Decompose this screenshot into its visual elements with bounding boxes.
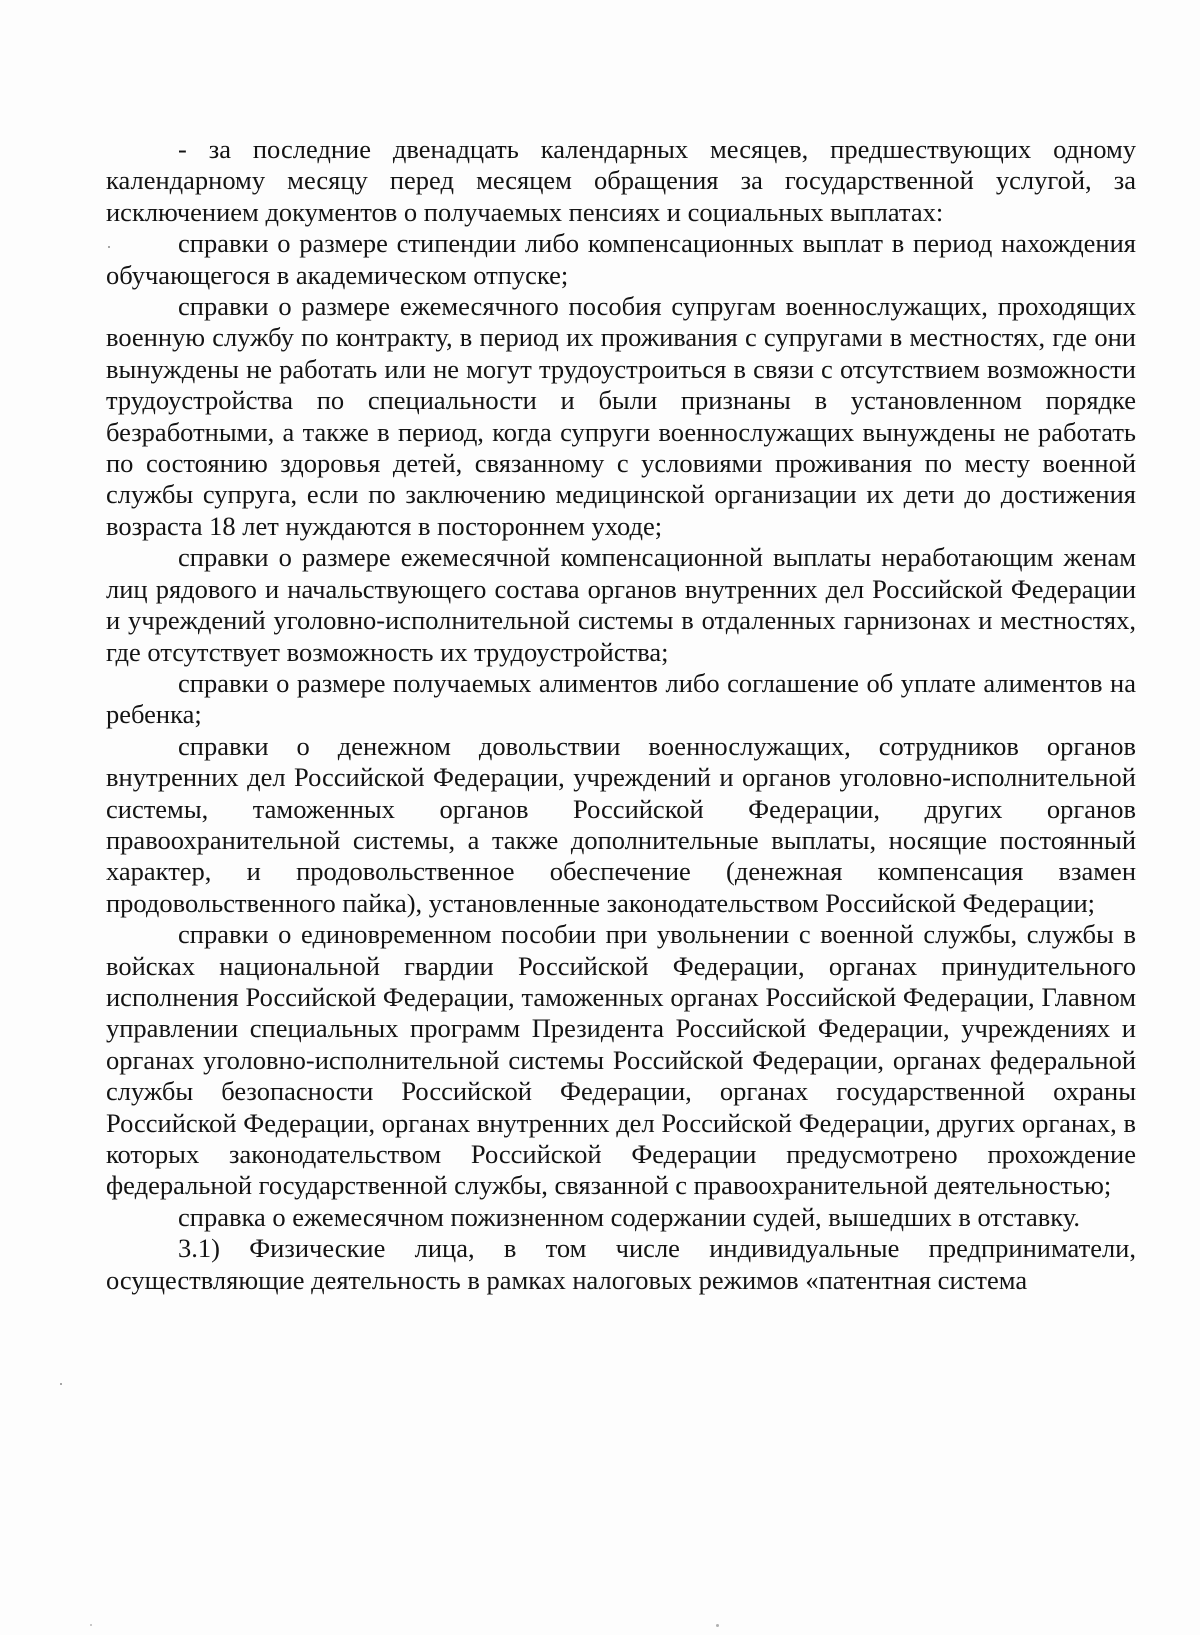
paragraph-alimony-certificate: справки о размере получаемых алиментов либо соглашение об уплате алиментов на ребенка;	[106, 667, 1136, 730]
paragraph-judges-maintenance-certificate: справка о ежемесячном пожизненном содержании судей, вышедших в отставку.	[178, 1201, 1080, 1232]
scan-speck	[716, 1624, 719, 1627]
paragraph-stipend-certificate: справки о размере стипендии либо компенсационных выплат в период нахождения обучающегося в академическом отпуске;	[106, 228, 1136, 290]
scan-speck	[108, 246, 110, 248]
document-body	[106, 134, 1136, 1296]
paragraph-income-period: - за последние двенадцать календарных месяцев, предшествующих одному календарному месяцу перед месяцем обращения за государственной услугой, за исключением документов о получаемых пенсиях и социальных выплатах:	[106, 134, 1136, 227]
paragraph-compensation-wives-certificate: справки о размере ежемесячной компенсационной выплаты неработающим женам лиц рядового и начальствующего состава органов внутренних дел Российской Федерации и учреждений уголовно-исполнительной системы в отдаленных гарнизонах и местностях, где отсутствует возможность их трудоустройства;	[106, 542, 1136, 667]
paragraph-dismissal-benefit-certificate: справки о единовременном пособии при увольнении с военной службы, службы в войсках национальной гвардии Российской Федерации, органах принудительного исполнения Российской Федерации, таможенных органах Российской Федерации, Главном управлении специальных программ Президента Российской Федерации, учреждениях и органах уголовно-исполнительной системы Российской Федерации, органах федеральной службы безопасности Российской Федерации, органах государственной охраны Российской Федерации, органах внутренних дел Российской Федерации, других органах, в которых законодательством Российской Федерации предусмотрено прохождение федеральной государственной службы, связанной с правоохранительной деятельностью;	[106, 919, 1136, 1201]
scan-speck	[60, 1383, 62, 1385]
paragraph-spouse-allowance-certificate: справки о размере ежемесячного пособия супругам военнослужащих, проходящих военную службу по контракту, в период их проживания с супругами в местностях, где они вынуждены не работать или не могут трудоустроиться в связи с отсутствием возможности трудоустройства по специальности и были признаны в установленном порядке безработными, а также в период, когда супруги военнослужащих вынуждены не работать по состоянию здоровья детей, связанному с условиями проживания по месту военной службы супруга, если по заключению медицинской организации их дети до достижения возраста 18 лет нуждаются в постороннем уходе;	[106, 291, 1136, 541]
paragraph-allowance-certificate: справки о денежном довольствии военнослужащих, сотрудников органов внутренних дел Российской Федерации, учреждений и органов уголовно-исполнительной системы, таможенных органов Российской Федерации, других органов правоохранительной системы, а также дополнительные выплаты, носящие постоянный характер, и продовольственное обеспечение (денежная компенсация взамен продовольственного пайка), установленные законодательством Российской Федерации;	[106, 730, 1136, 918]
scan-speck	[90, 1624, 92, 1626]
paragraph-section-3-1: 3.1) Физические лица, в том числе индивидуальные предприниматели, осуществляющие деятельность в рамках налоговых режимов «патентная система	[106, 1233, 1136, 1295]
